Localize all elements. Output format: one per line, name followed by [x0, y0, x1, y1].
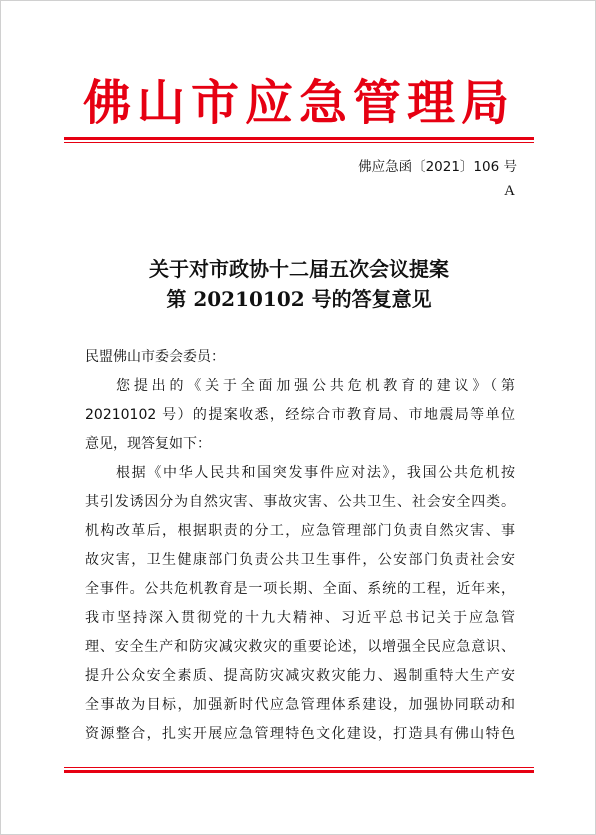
footer-rule-thin [64, 767, 534, 768]
response-level: A [504, 183, 515, 199]
body-line: 故灾害，卫生健康部门负责公共卫生事件，公安部门负责社会安 [85, 552, 515, 568]
body-line: 20210102 号）的提案收悉，经综合市教育局、市地震局等单位 [85, 407, 515, 423]
masthead-title: 佛山市应急管理局 [82, 75, 515, 131]
body-line: 理、安全生产和防灾减灾救灾的重要论述，以增强全民应急意识、 [85, 639, 515, 655]
body-line: 全事故为目标，加强新时代应急管理体系建设，加强协同联动和 [85, 697, 515, 713]
body-line: 资源整合，扎实开展应急管理特色文化建设，打造具有佛山特色 [85, 726, 515, 742]
masthead-rule-thick [64, 137, 534, 140]
body-line: 您提出的《关于全面加强公共危机教育的建议》（第 [116, 378, 515, 394]
document-title-line-1: 关于对市政协十二届五次会议提案 [149, 257, 449, 281]
document-title-line-2: 第 20210102 号的答复意见 [166, 287, 432, 311]
salutation: 民盟佛山市委会委员： [85, 349, 225, 365]
body-line: 全事件。公共危机教育是一项长期、全面、系统的工程，近年来， [85, 581, 515, 597]
body-line: 我市坚持深入贯彻党的十九大精神、习近平总书记关于应急管 [85, 610, 515, 626]
body-line: 根据《中华人民共和国突发事件应对法》，我国公共危机按 [116, 465, 515, 481]
body-line: 意见，现答复如下： [85, 436, 211, 452]
body-line: 提升公众安全素质、提高防灾减灾救灾能力、遏制重特大生产安 [85, 668, 515, 684]
body-line: 机构改革后，根据职责的分工，应急管理部门负责自然灾害、事 [85, 523, 515, 539]
body-line: 其引发诱因分为自然灾害、事故灾害、公共卫生、社会安全四类。 [85, 494, 515, 510]
document-number: 佛应急函〔2021〕106 号 [358, 159, 517, 175]
masthead-rule-thin [64, 142, 534, 143]
footer-rule-thick [64, 770, 534, 773]
